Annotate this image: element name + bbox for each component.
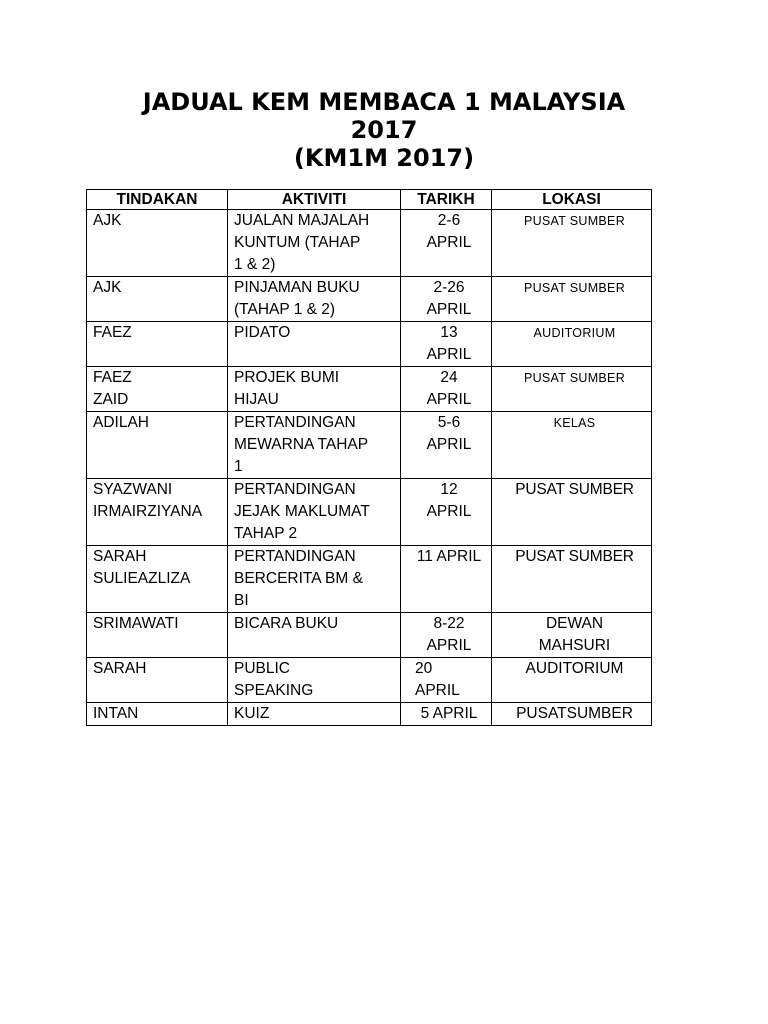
- cell-tarikh: 5-6 APRIL: [401, 412, 492, 479]
- table-header-row: [87, 190, 652, 210]
- cell-aktiviti: PERTANDINGAN JEJAK MAKLUMAT TAHAP 2: [228, 479, 401, 546]
- cell-tindakan: INTAN: [87, 703, 228, 726]
- cell-aktiviti: BICARA BUKU: [228, 613, 401, 658]
- table-row: [87, 613, 652, 658]
- table-row: [87, 210, 652, 277]
- cell-aktiviti: PERTANDINGAN MEWARNA TAHAP 1: [228, 412, 401, 479]
- cell-lokasi: AUDITORIUM: [492, 658, 652, 703]
- cell-lokasi: PUSAT SUMBER: [492, 210, 652, 277]
- cell-tindakan: FAEZ: [87, 322, 228, 367]
- cell-tindakan: SARAH: [87, 658, 228, 703]
- cell-aktiviti: PIDATO: [228, 322, 401, 367]
- cell-aktiviti: PUBLIC SPEAKING: [228, 658, 401, 703]
- cell-tindakan: AJK: [87, 210, 228, 277]
- cell-tarikh: 20 APRIL: [401, 658, 492, 703]
- cell-aktiviti: PROJEK BUMI HIJAU: [228, 367, 401, 412]
- cell-lokasi: PUSATSUMBER: [492, 703, 652, 726]
- cell-lokasi: PUSAT SUMBER: [492, 479, 652, 546]
- cell-tarikh: 2-26 APRIL: [401, 277, 492, 322]
- table-row: [87, 703, 652, 726]
- table-row: [87, 277, 652, 322]
- table-row: [87, 412, 652, 479]
- header-tarikh: TARIKH: [401, 190, 492, 210]
- cell-tindakan: FAEZ ZAID: [87, 367, 228, 412]
- header-lokasi: LOKASI: [492, 190, 652, 210]
- document-title: [0, 88, 768, 172]
- cell-tarikh: 11 APRIL: [401, 546, 492, 613]
- table-row: [87, 546, 652, 613]
- cell-tarikh: 24 APRIL: [401, 367, 492, 412]
- header-aktiviti: AKTIVITI: [228, 190, 401, 210]
- cell-tindakan: SARAH SULIEAZLIZA: [87, 546, 228, 613]
- cell-lokasi: AUDITORIUM: [492, 322, 652, 367]
- table-row: [87, 367, 652, 412]
- cell-aktiviti: PINJAMAN BUKU (TAHAP 1 & 2): [228, 277, 401, 322]
- cell-tarikh: 12 APRIL: [401, 479, 492, 546]
- cell-lokasi: PUSAT SUMBER: [492, 277, 652, 322]
- cell-tindakan: AJK: [87, 277, 228, 322]
- cell-tindakan: ADILAH: [87, 412, 228, 479]
- cell-tarikh: 13 APRIL: [401, 322, 492, 367]
- cell-lokasi: PUSAT SUMBER: [492, 546, 652, 613]
- cell-tindakan: SRIMAWATI: [87, 613, 228, 658]
- header-tindakan: TINDAKAN: [87, 190, 228, 210]
- cell-lokasi: DEWAN MAHSURI: [492, 613, 652, 658]
- cell-tarikh: 8-22 APRIL: [401, 613, 492, 658]
- cell-lokasi: PUSAT SUMBER: [492, 367, 652, 412]
- schedule-table: [86, 189, 652, 726]
- cell-aktiviti: KUIZ: [228, 703, 401, 726]
- cell-tarikh: 2-6 APRIL: [401, 210, 492, 277]
- table-row: [87, 658, 652, 703]
- cell-aktiviti: PERTANDINGAN BERCERITA BM & BI: [228, 546, 401, 613]
- title-line-2: 2017: [350, 116, 418, 144]
- table-row: [87, 479, 652, 546]
- cell-lokasi: KELAS: [492, 412, 652, 479]
- cell-aktiviti: JUALAN MAJALAH KUNTUM (TAHAP 1 & 2): [228, 210, 401, 277]
- title-line-1: JADUAL KEM MEMBACA 1 MALAYSIA: [142, 88, 626, 116]
- table-row: [87, 322, 652, 367]
- title-line-3: (KM1M 2017): [293, 144, 475, 172]
- cell-tindakan: SYAZWANI IRMAIRZIYANA: [87, 479, 228, 546]
- cell-tarikh: 5 APRIL: [401, 703, 492, 726]
